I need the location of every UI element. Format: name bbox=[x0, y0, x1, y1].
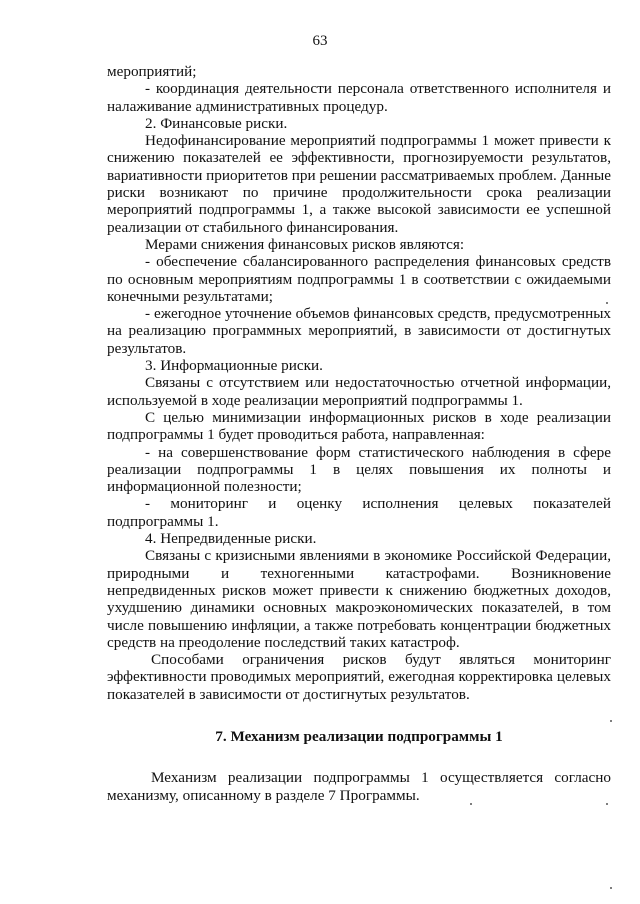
paragraph: 2. Финансовые риски. bbox=[145, 114, 288, 132]
scan-speck bbox=[610, 887, 612, 889]
document-body bbox=[107, 63, 611, 804]
paragraph: мероприятий; bbox=[107, 63, 197, 80]
paragraph: - координация деятельности персонала ответственного исполнителя и налаживание административных процедур. bbox=[107, 80, 611, 115]
paragraph: Мерами снижения финансовых рисков являются: bbox=[145, 235, 465, 253]
paragraph: - обеспечение сбалансированного распределения финансовых средств по основным мероприятиям подпрограммы 1 в соответствии с ожидаемыми конечными результатами; bbox=[107, 253, 611, 305]
section-heading: 7. Механизм реализации подпрограммы 1 bbox=[215, 727, 503, 745]
page-number: 63 bbox=[312, 33, 328, 49]
paragraph: Связаны с отсутствием или недостаточностью отчетной информации, используемой в ходе реализации мероприятий подпрограммы 1. bbox=[107, 374, 611, 409]
paragraph: - мониторинг и оценку исполнения целевых показателей подпрограммы 1. bbox=[107, 495, 611, 530]
paragraph: Недофинансирование мероприятий подпрограммы 1 может привести к снижению показателей ее эффективности, прогнозируемости результатов, вариативности приоритетов при решении рассматриваемых проблем. Данные риски возникают по причине продолжительности срока реализации мероприятий подпрограммы 1, а также высокой зависимости ее успешной реализации от стабильного финансирования. bbox=[107, 132, 611, 236]
paragraph: - на совершенствование форм статистического наблюдения в сфере реализации подпрограммы 1 в целях повышения их полноты и информационной полезности; bbox=[107, 443, 611, 496]
scan-speck bbox=[606, 803, 608, 805]
paragraph: Способами ограничения рисков будут являться мониторинг эффективности проводимых мероприятий, ежегодная корректировка целевых показателей в зависимости от достигнутых результатов. bbox=[107, 651, 611, 703]
scan-speck bbox=[606, 302, 608, 304]
scan-speck bbox=[610, 720, 612, 722]
paragraph: 4. Непредвиденные риски. bbox=[145, 530, 317, 548]
paragraph: 3. Информационные риски. bbox=[145, 357, 323, 375]
paragraph: Связаны с кризисными явлениями в экономике Российской Федерации, природными и техногенными катастрофами. Возникновение непредвиденных рисков может привести к снижению бюджетных доходов, ухудшению динамики основных макроэкономических показателей, в том числе повышению инфляции, а также потребовать концентрации бюджетных средств на преодоление последствий таких катастроф. bbox=[107, 547, 611, 651]
paragraph: - ежегодное уточнение объемов финансовых средств, предусмотренных на реализацию программных мероприятий, в зависимости от достигнутых результатов. bbox=[107, 305, 611, 357]
section-paragraph: Механизм реализации подпрограммы 1 осуществляется согласно механизму, описанному в разделе 7 Программы. bbox=[107, 769, 611, 804]
paragraph: С целью минимизации информационных рисков в ходе реализации подпрограммы 1 будет проводиться работа, направленная: bbox=[107, 408, 611, 444]
scan-speck bbox=[470, 803, 472, 805]
